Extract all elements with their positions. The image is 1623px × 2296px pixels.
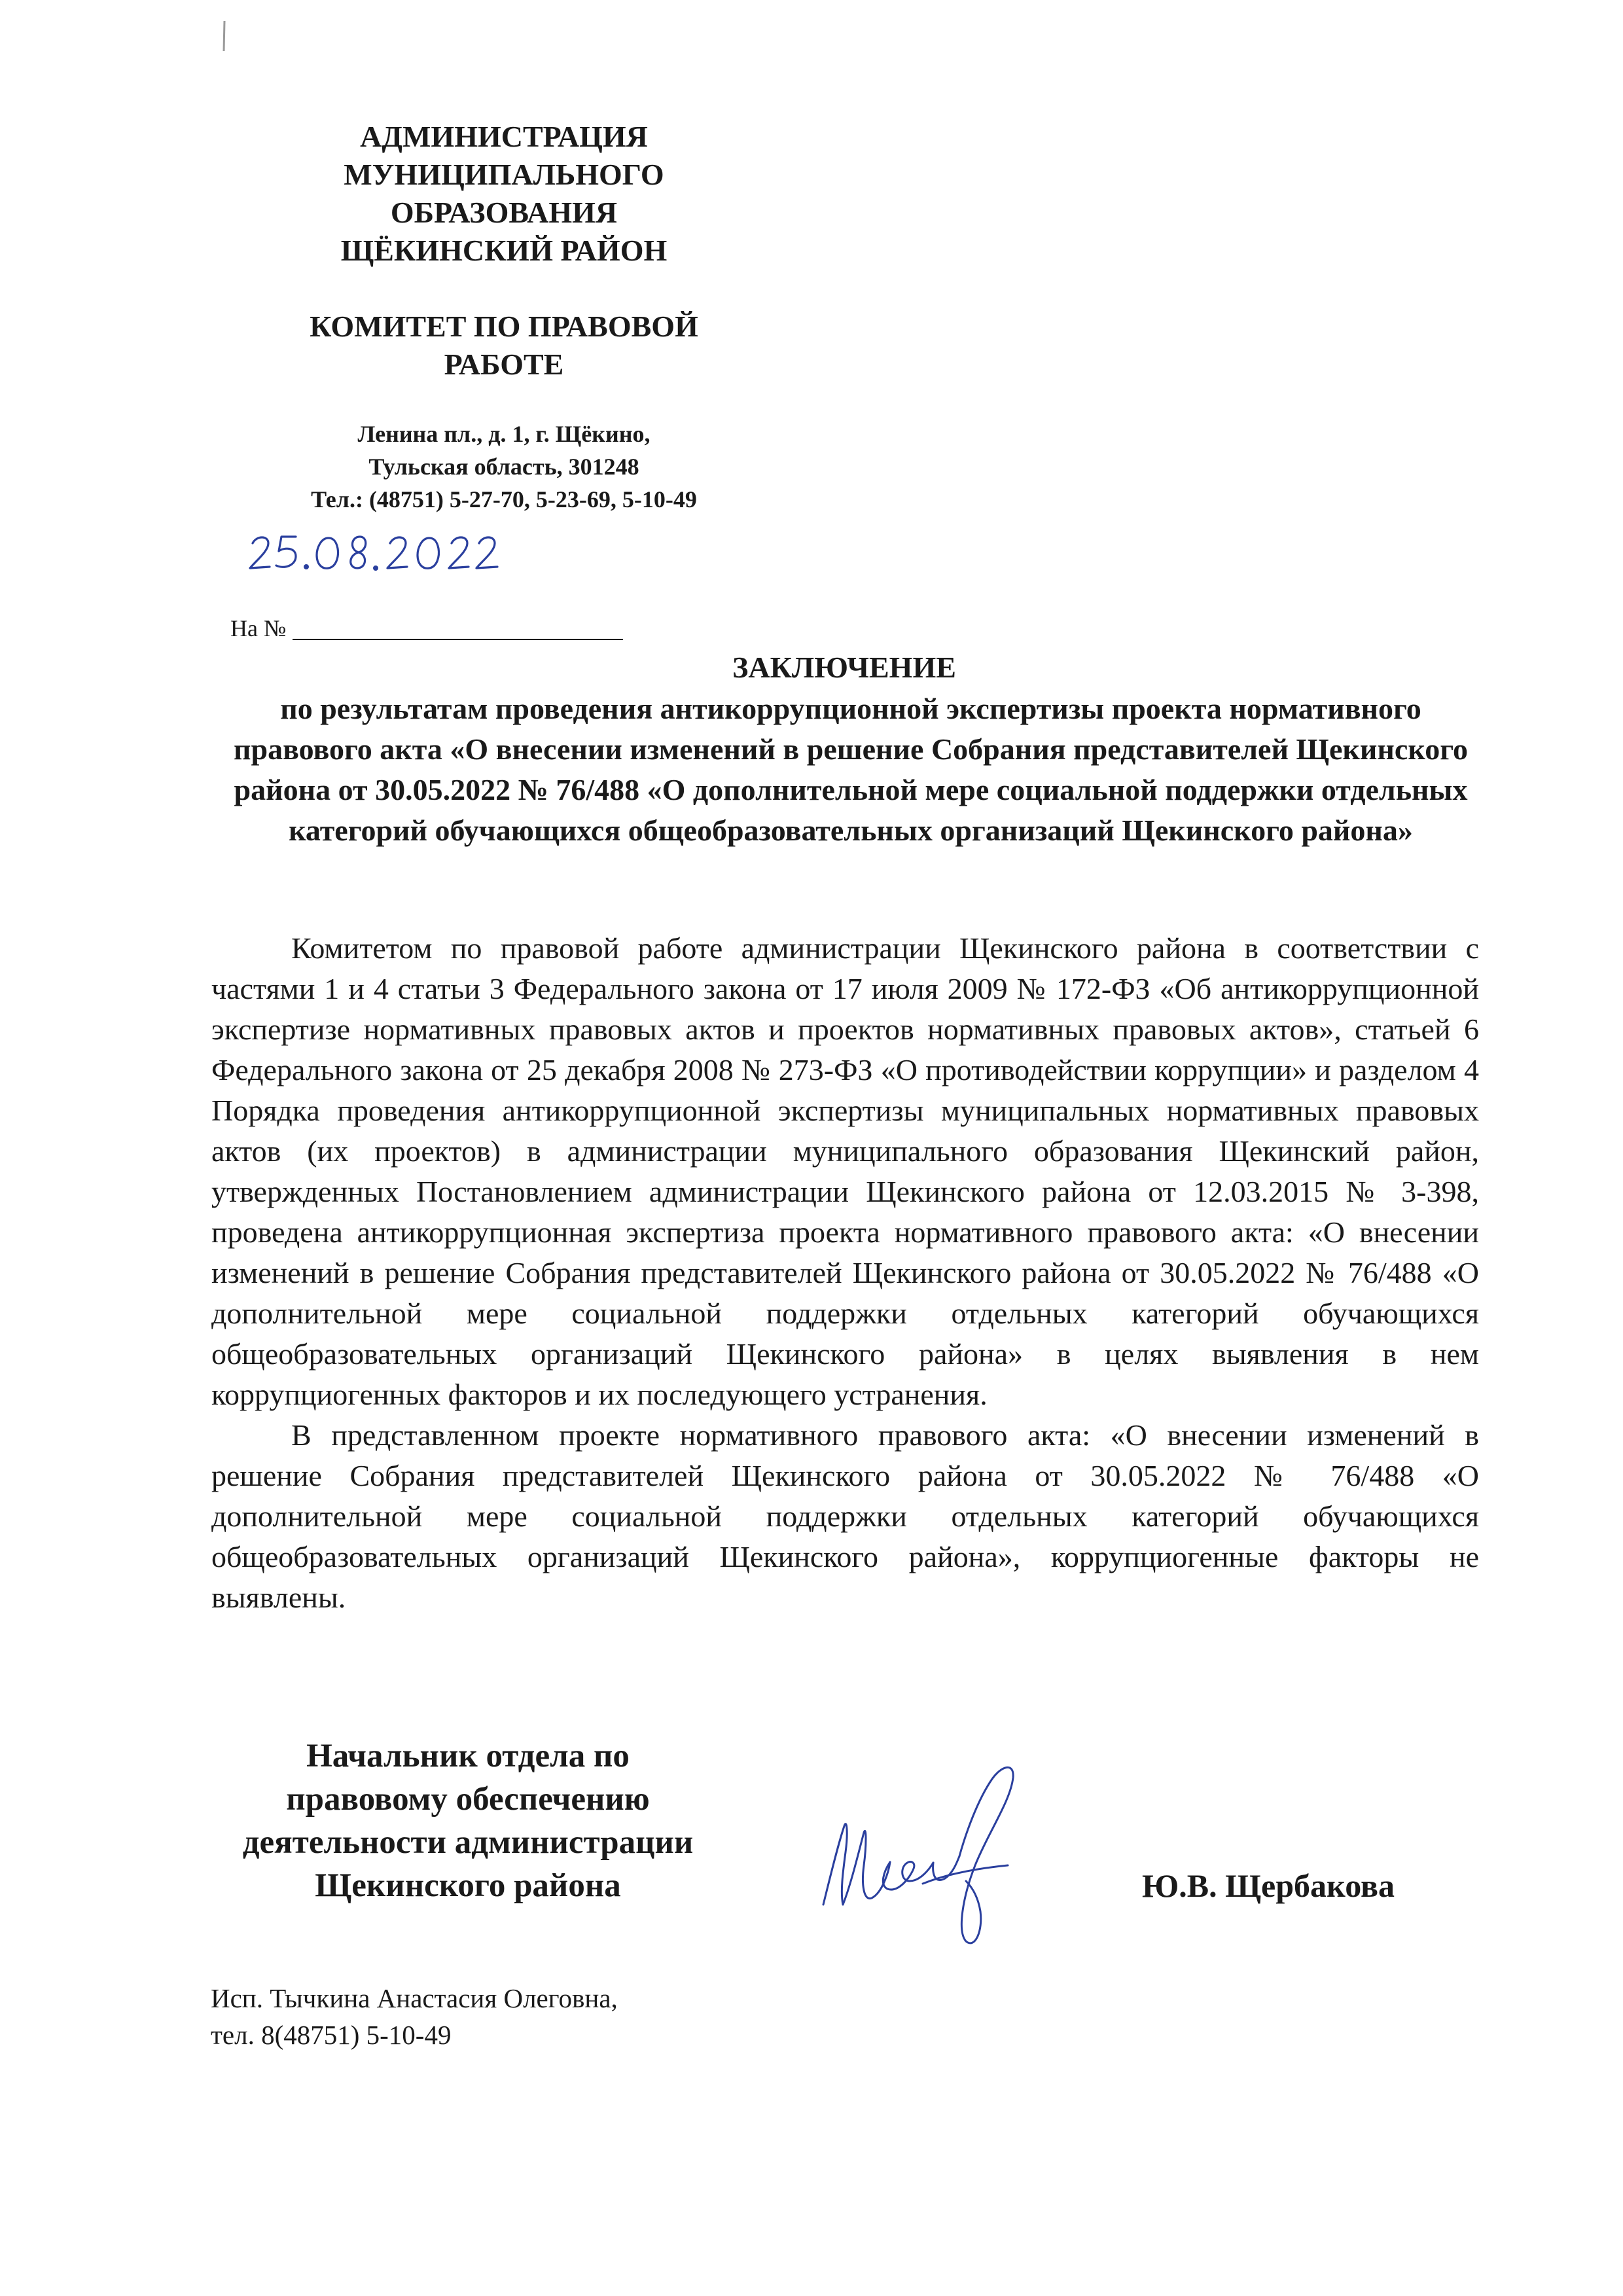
document-title: ЗАКЛЮЧЕНИЕ [732, 651, 956, 684]
position-line: Начальник отдела по [306, 1738, 630, 1774]
org-line: ОБРАЗОВАНИЯ [390, 196, 618, 229]
executor-info [211, 1980, 618, 2053]
position-line: деятельности администрации [242, 1824, 694, 1861]
letterhead-address [249, 418, 759, 516]
body-paragraph: Комитетом по правовой работе администрации Щекинского района в соответствии с частями 1 и 4 статьи 3 Федерального закона от 17 июля 2009 № 172-ФЗ «Об антикоррупционной экспертизе нормативных правовых актов и проектов нормативных правовых актов», статьей 6 Федерального закона от 25 декабря 2008 № 273-ФЗ «О противодействии коррупции» и разделом 4 Порядка проведения антикоррупционной экспертизы муниципальных нормативных правовых актов (их проектов) в администрации муниципального образования Щекинский район, утвержденных Постановлением администрации Щекинского района от 12.03.2015 № 3-398, проведена антикоррупционная экспертиза проекта нормативного правового акта: «О внесении изменений в решение Собрания представителей Щекинского района от 30.05.2022 № 76/488 «О дополнительной мере социальной поддержки отдельных категорий обучающихся общеобразовательных организаций Щекинского района» в целях выявления в нем коррупциогенных факторов и их последующего устранения. [211, 931, 1479, 1411]
phone-line: Тел.: (48751) 5-27-70, 5-23-69, 5-10-49 [311, 486, 697, 512]
org-line: МУНИЦИПАЛЬНОГО [344, 158, 664, 191]
document-body [211, 928, 1479, 1618]
handwritten-date [243, 517, 505, 589]
scan-mark [221, 20, 228, 54]
position-line: Щекинского района [315, 1867, 621, 1904]
reference-number [230, 612, 623, 645]
letterhead-organization [249, 118, 759, 270]
address-line: Ленина пл., д. 1, г. Щёкино, [357, 421, 651, 447]
position-line: правовому обеспечению [286, 1781, 650, 1818]
signatory-position [196, 1734, 740, 1907]
letterhead-committee [249, 308, 759, 384]
reference-label: На № [230, 615, 287, 641]
executor-name: Исп. Тычкина Анастасия Олеговна, [211, 1983, 618, 2013]
signatory-name: Ю.В. Щербакова [1142, 1867, 1395, 1904]
committee-line: РАБОТЕ [444, 348, 564, 381]
org-line: АДМИНИСТРАЦИЯ [360, 120, 648, 153]
address-line: Тульская область, 301248 [368, 454, 639, 480]
committee-line: КОМИТЕТ ПО ПРАВОВОЙ [310, 310, 698, 343]
document-subtitle: по результатам проведения антикоррупционной экспертизы проекта нормативного правового акта «О внесении изменений в решение Собрания представителей Щекинского района от 30.05.2022 № 76/488 «О дополнительной мере социальной поддержки отдельных категорий обучающихся общеобразовательных организаций Щекинского района» [234, 692, 1468, 847]
handwritten-signature [812, 1741, 1041, 1957]
reference-blank-line [293, 613, 623, 640]
body-paragraph: В представленном проекте нормативного правового акта: «О внесении изменений в решение Собрания представителей Щекинского района от 30.05.2022 № 76/488 «О дополнительной мере социальной поддержки отдельных категорий обучающихся общеобразовательных организаций Щекинского района», коррупциогенные факторы не выявлены. [211, 1418, 1479, 1614]
executor-phone: тел. 8(48751) 5-10-49 [211, 2020, 452, 2050]
org-line: ЩЁКИНСКИЙ РАЙОН [340, 234, 668, 267]
